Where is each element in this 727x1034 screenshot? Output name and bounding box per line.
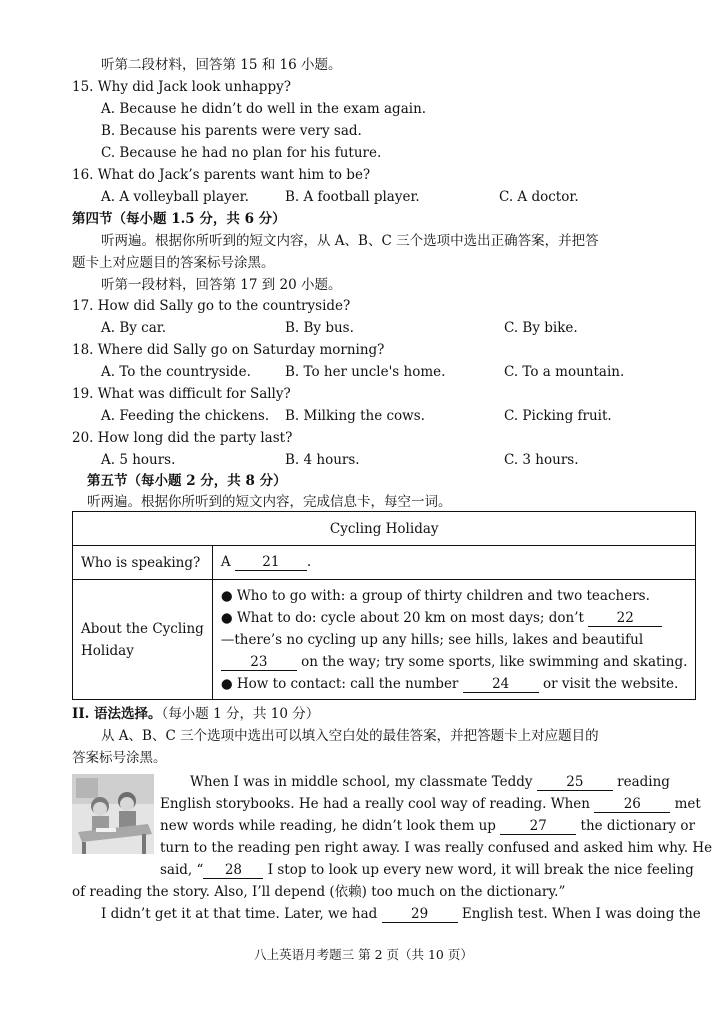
- blank-23: 23: [221, 654, 297, 671]
- section-5-instruction: 听两遍。根据你所听到的短文内容，完成信息卡，每空一词。: [87, 494, 452, 510]
- about-label-line2: Holiday: [81, 642, 134, 659]
- bullet-who-to-go-with: ● Who to go with: a group of thirty children and two teachers.: [220, 587, 650, 604]
- section-4-instruction-line1: 听两遍。根据你所听到的短文内容，从 A、B、C 三个选项中选出正确答案，并把答: [101, 233, 599, 249]
- listening-part2-intro: 听第二段材料，回答第 15 和 16 小题。: [101, 57, 342, 73]
- question-20: 20. How long did the party last?: [72, 430, 293, 446]
- q20-option-a: A. 5 hours.: [101, 452, 176, 468]
- q17-option-a: A. By car.: [101, 320, 167, 336]
- q18-option-c: C. To a mountain.: [504, 364, 625, 380]
- question-16: 16. What do Jack’s parents want him to be?: [72, 167, 371, 183]
- q17-option-b: B. By bus.: [285, 320, 354, 336]
- about-label-line1: About the Cycling: [81, 620, 204, 637]
- question-17: 17. How did Sally go to the countryside?: [72, 298, 351, 314]
- bullet-what-to-do-line3: 23 on the way; try some sports, like swimming and skating.: [221, 651, 688, 673]
- q19-option-a: A. Feeding the chickens.: [101, 408, 270, 424]
- section-4-instruction-line2: 题卡上对应题目的答案标号涂黑。: [72, 255, 275, 271]
- q16-option-b: B. A football player.: [285, 189, 420, 205]
- info-card-title: Cycling Holiday: [73, 512, 696, 546]
- info-card-label-speaker: Who is speaking?: [73, 546, 213, 580]
- blank-25: 25: [537, 774, 613, 791]
- speaker-prefix: A: [220, 554, 231, 570]
- q19-option-b: B. Milking the cows.: [285, 408, 425, 424]
- passage-line-1: When I was in middle school, my classmate Teddy 25 reading: [190, 774, 670, 790]
- q18-option-b: B. To her uncle's home.: [285, 364, 446, 380]
- page-footer: 八上英语月考题三 第 2 页（共 10 页）: [254, 947, 473, 962]
- question-18: 18. Where did Sally go on Saturday morning?: [72, 342, 385, 358]
- bullet-what-to-do: ● What to do: cycle about 20 km on most days; don’t 22: [221, 607, 688, 629]
- passage-line-4: turn to the reading pen right away. I was really confused and asked him why. He: [160, 840, 713, 856]
- passage-line-6: of reading the story. Also, I’ll depend (依赖) too much on the dictionary.”: [72, 884, 566, 900]
- blank-24: 24: [463, 676, 539, 693]
- blank-29: 29: [382, 906, 458, 923]
- q17-option-c: C. By bike.: [504, 320, 578, 336]
- q19-option-c: C. Picking fruit.: [504, 408, 612, 424]
- q15-option-a: A. Because he didn’t do well in the exam again.: [101, 101, 427, 117]
- part-2-title: II. 语法选择。: [72, 706, 162, 722]
- question-15: 15. Why did Jack look unhappy?: [72, 79, 291, 95]
- bullet-what-to-do-line2: —there’s no cycling up any hills; see hills, lakes and beautiful: [220, 631, 644, 648]
- q16-option-a: A. A volleyball player.: [101, 189, 249, 205]
- blank-21: 21: [235, 554, 307, 571]
- part-2-instruction-line1: 从 A、B、C 三个选项中选出可以填入空白处的最佳答案，并把答题卡上对应题目的: [101, 728, 599, 744]
- info-card-about-details: [212, 580, 696, 700]
- blank-22: 22: [588, 610, 662, 627]
- part-2-instruction-line2: 答案标号涂黑。: [72, 750, 167, 766]
- q20-option-b: B. 4 hours.: [285, 452, 360, 468]
- question-19: 19. What was difficult for Sally?: [72, 386, 291, 402]
- blank-28: 28: [203, 862, 263, 879]
- section-5-title: 第五节（每小题 2 分，共 8 分）: [87, 473, 287, 489]
- bullet-how-to-contact: ● How to contact: call the number 24 or visit the website.: [220, 675, 679, 692]
- passage-line-2: English storybooks. He had a really cool way of reading. When 26 met: [160, 796, 701, 812]
- passage-line-7: I didn’t get it at that time. Later, we had 29 English test. When I was doing the: [101, 906, 701, 922]
- info-card-label-about: [73, 580, 213, 700]
- listening-part1-intro: 听第一段材料，回答第 17 到 20 小题。: [101, 277, 342, 293]
- part-2-score: （每小题 1 分，共 10 分）: [161, 706, 320, 722]
- passage-line-5: said, “ 28 I stop to look up every new word, it will break the nice feeling: [160, 862, 694, 878]
- q18-option-a: A. To the countryside.: [101, 364, 251, 380]
- q15-option-b: B. Because his parents were very sad.: [101, 123, 362, 139]
- q15-option-c: C. Because he had no plan for his future.: [101, 145, 382, 161]
- cycling-holiday-info-card: [72, 511, 696, 700]
- q16-option-c: C. A doctor.: [499, 189, 579, 205]
- section-4-title: 第四节（每小题 1.5 分，共 6 分）: [72, 211, 286, 227]
- passage-line-3: new words while reading, he didn’t look them up 27 the dictionary or: [160, 818, 696, 834]
- classroom-illustration: [72, 774, 154, 854]
- blank-27: 27: [500, 818, 576, 835]
- blank-26: 26: [594, 796, 670, 813]
- q20-option-c: C. 3 hours.: [504, 452, 579, 468]
- part-2-heading: [72, 705, 319, 723]
- info-card-speaker-cell: A 21 .: [212, 546, 696, 580]
